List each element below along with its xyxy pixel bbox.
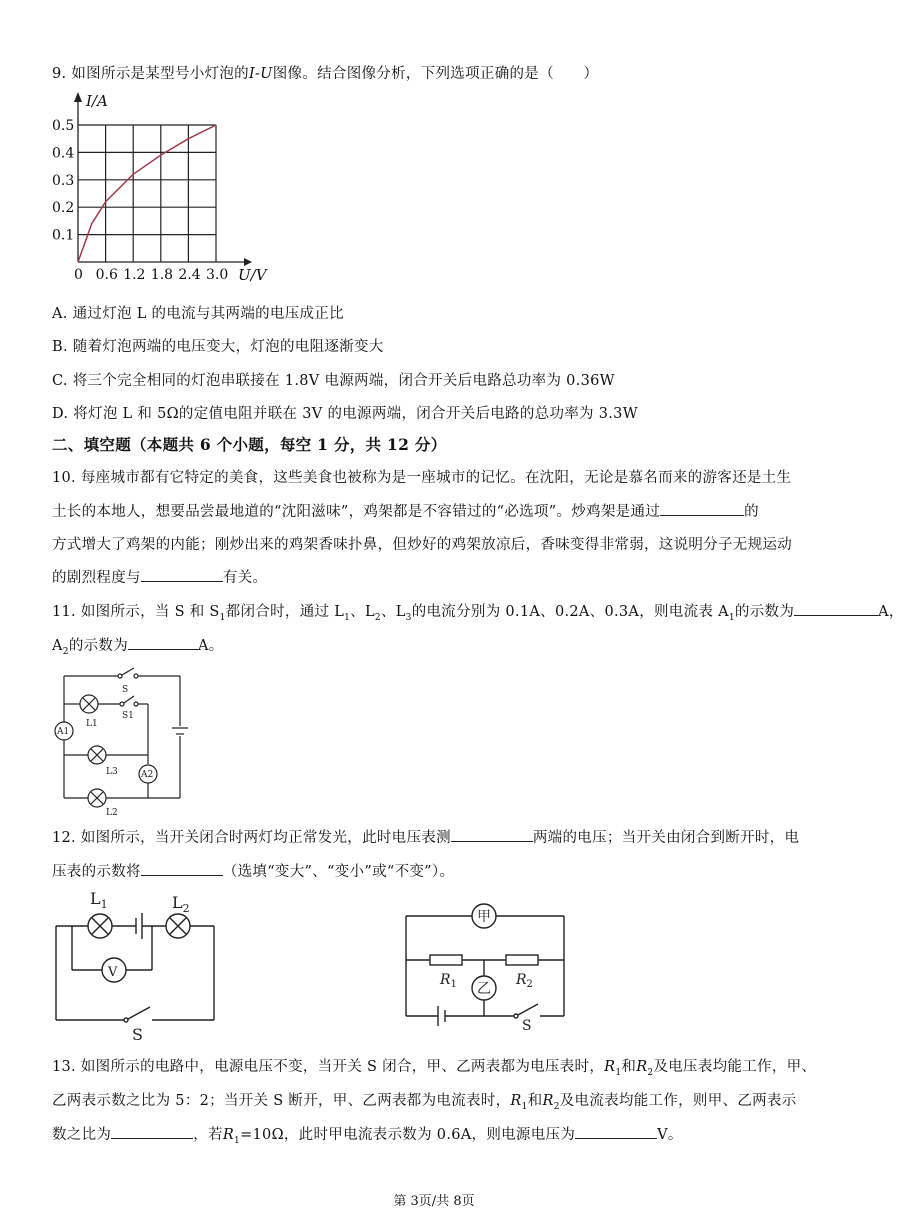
q13-blank-2[interactable] bbox=[575, 1124, 657, 1139]
label-a1: A1 bbox=[57, 727, 70, 737]
q13-circuit bbox=[398, 898, 578, 1034]
iu-chart bbox=[40, 88, 340, 288]
label-l3: L3 bbox=[106, 767, 118, 777]
q11-blank-2[interactable] bbox=[128, 635, 198, 650]
label-v: V bbox=[108, 965, 118, 980]
q10-blank-2[interactable] bbox=[141, 567, 223, 582]
label-jia: 甲 bbox=[477, 909, 491, 925]
svg-text:L1: $L_1$ bbox=[90, 889, 108, 911]
y-tick-label: 0.5 bbox=[52, 118, 75, 134]
svg-text:R2: $R_2$ bbox=[516, 972, 533, 990]
q10-line1: 10. 每座城市都有它特定的美食，这些美食也被称为是一座城市的记忆。在沈阳，无论是慕名而来的游客还是土生 bbox=[52, 470, 792, 486]
q10-line4: 的剧烈程度与 有关。 bbox=[52, 566, 267, 587]
x-axis-label: U/V bbox=[238, 266, 267, 284]
label-s: S bbox=[122, 685, 129, 695]
y-tick-label: 0.3 bbox=[52, 172, 75, 189]
label-s: S bbox=[132, 1025, 143, 1044]
q13-line1: 13. 如图所示的电路中，电源电压不变，当开关 S 闭合，甲、乙两表都为电压表时，$R_1$和$R_2$及电压表均能工作，甲、 bbox=[52, 1059, 817, 1078]
q12-blank-2[interactable] bbox=[141, 861, 223, 876]
q13-line2: 乙两表示数之比为 5：2；当开关 S 断开，甲、乙两表都为电流表时，$R_1$和$R_2$及电流表均能工作，则甲、乙两表示 bbox=[52, 1093, 797, 1112]
y-tick-label: 0.4 bbox=[52, 145, 75, 162]
x-tick-label: 1.8 bbox=[150, 267, 174, 283]
x-tick-label: 3.0 bbox=[206, 267, 229, 283]
q13-blank-1[interactable] bbox=[111, 1124, 193, 1139]
label-yi: 乙 bbox=[477, 981, 491, 997]
q11-circuit bbox=[48, 660, 208, 820]
q12-line2: 压表的示数将 （选填“变大”、“变小”或“不变”）。 bbox=[52, 860, 454, 881]
label-l2: L bbox=[172, 893, 183, 912]
iu-curve bbox=[78, 125, 216, 262]
svg-text:R1: $R_1$ bbox=[440, 972, 457, 990]
q12-circuit bbox=[46, 888, 226, 1044]
label-l2: L2 bbox=[106, 808, 118, 818]
q9-option-d: D. 将灯泡 L 和 5Ω的定值电阻并联在 3V 的电源两端，闭合开关后电路的总功率为 3.3W bbox=[52, 406, 638, 422]
label-l1: L bbox=[90, 889, 101, 908]
label-r2: R bbox=[516, 972, 527, 988]
label-a2: A2 bbox=[141, 770, 154, 780]
label-l1: L1 bbox=[86, 719, 98, 729]
y-tick-label: 0.2 bbox=[52, 200, 75, 217]
x-tick-label: 0.6 bbox=[95, 267, 118, 283]
q9-stem: 9. 如图所示是某型号小灯泡的I-U图像。结合图像分析，下列选项正确的是（ ） bbox=[52, 66, 599, 82]
q10-line2: 土长的本地人，想要品尝最地道的“沈阳滋味”，鸡架都是不容错过的“必选项”。炒鸡架是通过 的 bbox=[52, 500, 759, 521]
q9-option-c: C. 将三个完全相同的灯泡串联接在 1.8V 电源两端，闭合开关后电路总功率为 0.36W bbox=[52, 373, 615, 389]
x-tick-label: 1.2 bbox=[123, 267, 146, 283]
q12-blank-1[interactable] bbox=[451, 827, 533, 842]
q11-blank-1[interactable] bbox=[794, 601, 878, 616]
page-footer: 第 3页/共 8页 bbox=[393, 1194, 475, 1209]
svg-text:L2: $L_2$ bbox=[172, 893, 190, 915]
section-title: 二、填空题（本题共 6 个小题，每空 1 分，共 12 分） bbox=[52, 435, 447, 454]
label-s1: S1 bbox=[122, 711, 134, 721]
x-tick-label: 0 bbox=[74, 267, 83, 283]
q13-line3: 数之比为 ，若$R_1=10\Omega$，此时甲电流表示数为 0.6A，则电源电压为 V。 bbox=[52, 1123, 683, 1146]
q10-blank-1[interactable] bbox=[660, 501, 744, 516]
q10-line3: 方式增大了鸡架的内能；刚炒出来的鸡架香味扑鼻，但炒好的鸡架放凉后，香味变得非常弱，这说明分子无规运动 bbox=[52, 537, 792, 553]
resistor-r1-icon bbox=[430, 955, 462, 965]
y-axis-label: I/A bbox=[86, 92, 108, 110]
y-axis-arrow bbox=[74, 92, 82, 102]
q11-line2: $A_2$的示数为 A。 bbox=[52, 634, 224, 657]
q11-line1: 11. 如图所示，当 S 和 $S_1$都闭合时，通过 $L_1$、$L_2$、$L_3$的电流分别为 0.1A、0.2A、0.3A，则电流表 $A_1$的示数为 A， bbox=[52, 600, 904, 623]
q9-option-a: A. 通过灯泡 L 的电流与其两端的电压成正比 bbox=[52, 306, 344, 322]
y-tick-label: 0.1 bbox=[52, 227, 75, 244]
q9-option-b: B. 随着灯泡两端的电压变大，灯泡的电阻逐渐变大 bbox=[52, 339, 384, 355]
label-s: S bbox=[522, 1018, 532, 1034]
x-axis-arrow bbox=[244, 258, 252, 266]
resistor-r2-icon bbox=[506, 955, 538, 965]
x-tick-label: 2.4 bbox=[178, 267, 201, 283]
q12-line1: 12. 如图所示，当开关闭合时两灯均正常发光，此时电压表测 两端的电压；当开关由闭合到断开时，电 bbox=[52, 826, 799, 847]
label-r1: R bbox=[440, 972, 451, 988]
